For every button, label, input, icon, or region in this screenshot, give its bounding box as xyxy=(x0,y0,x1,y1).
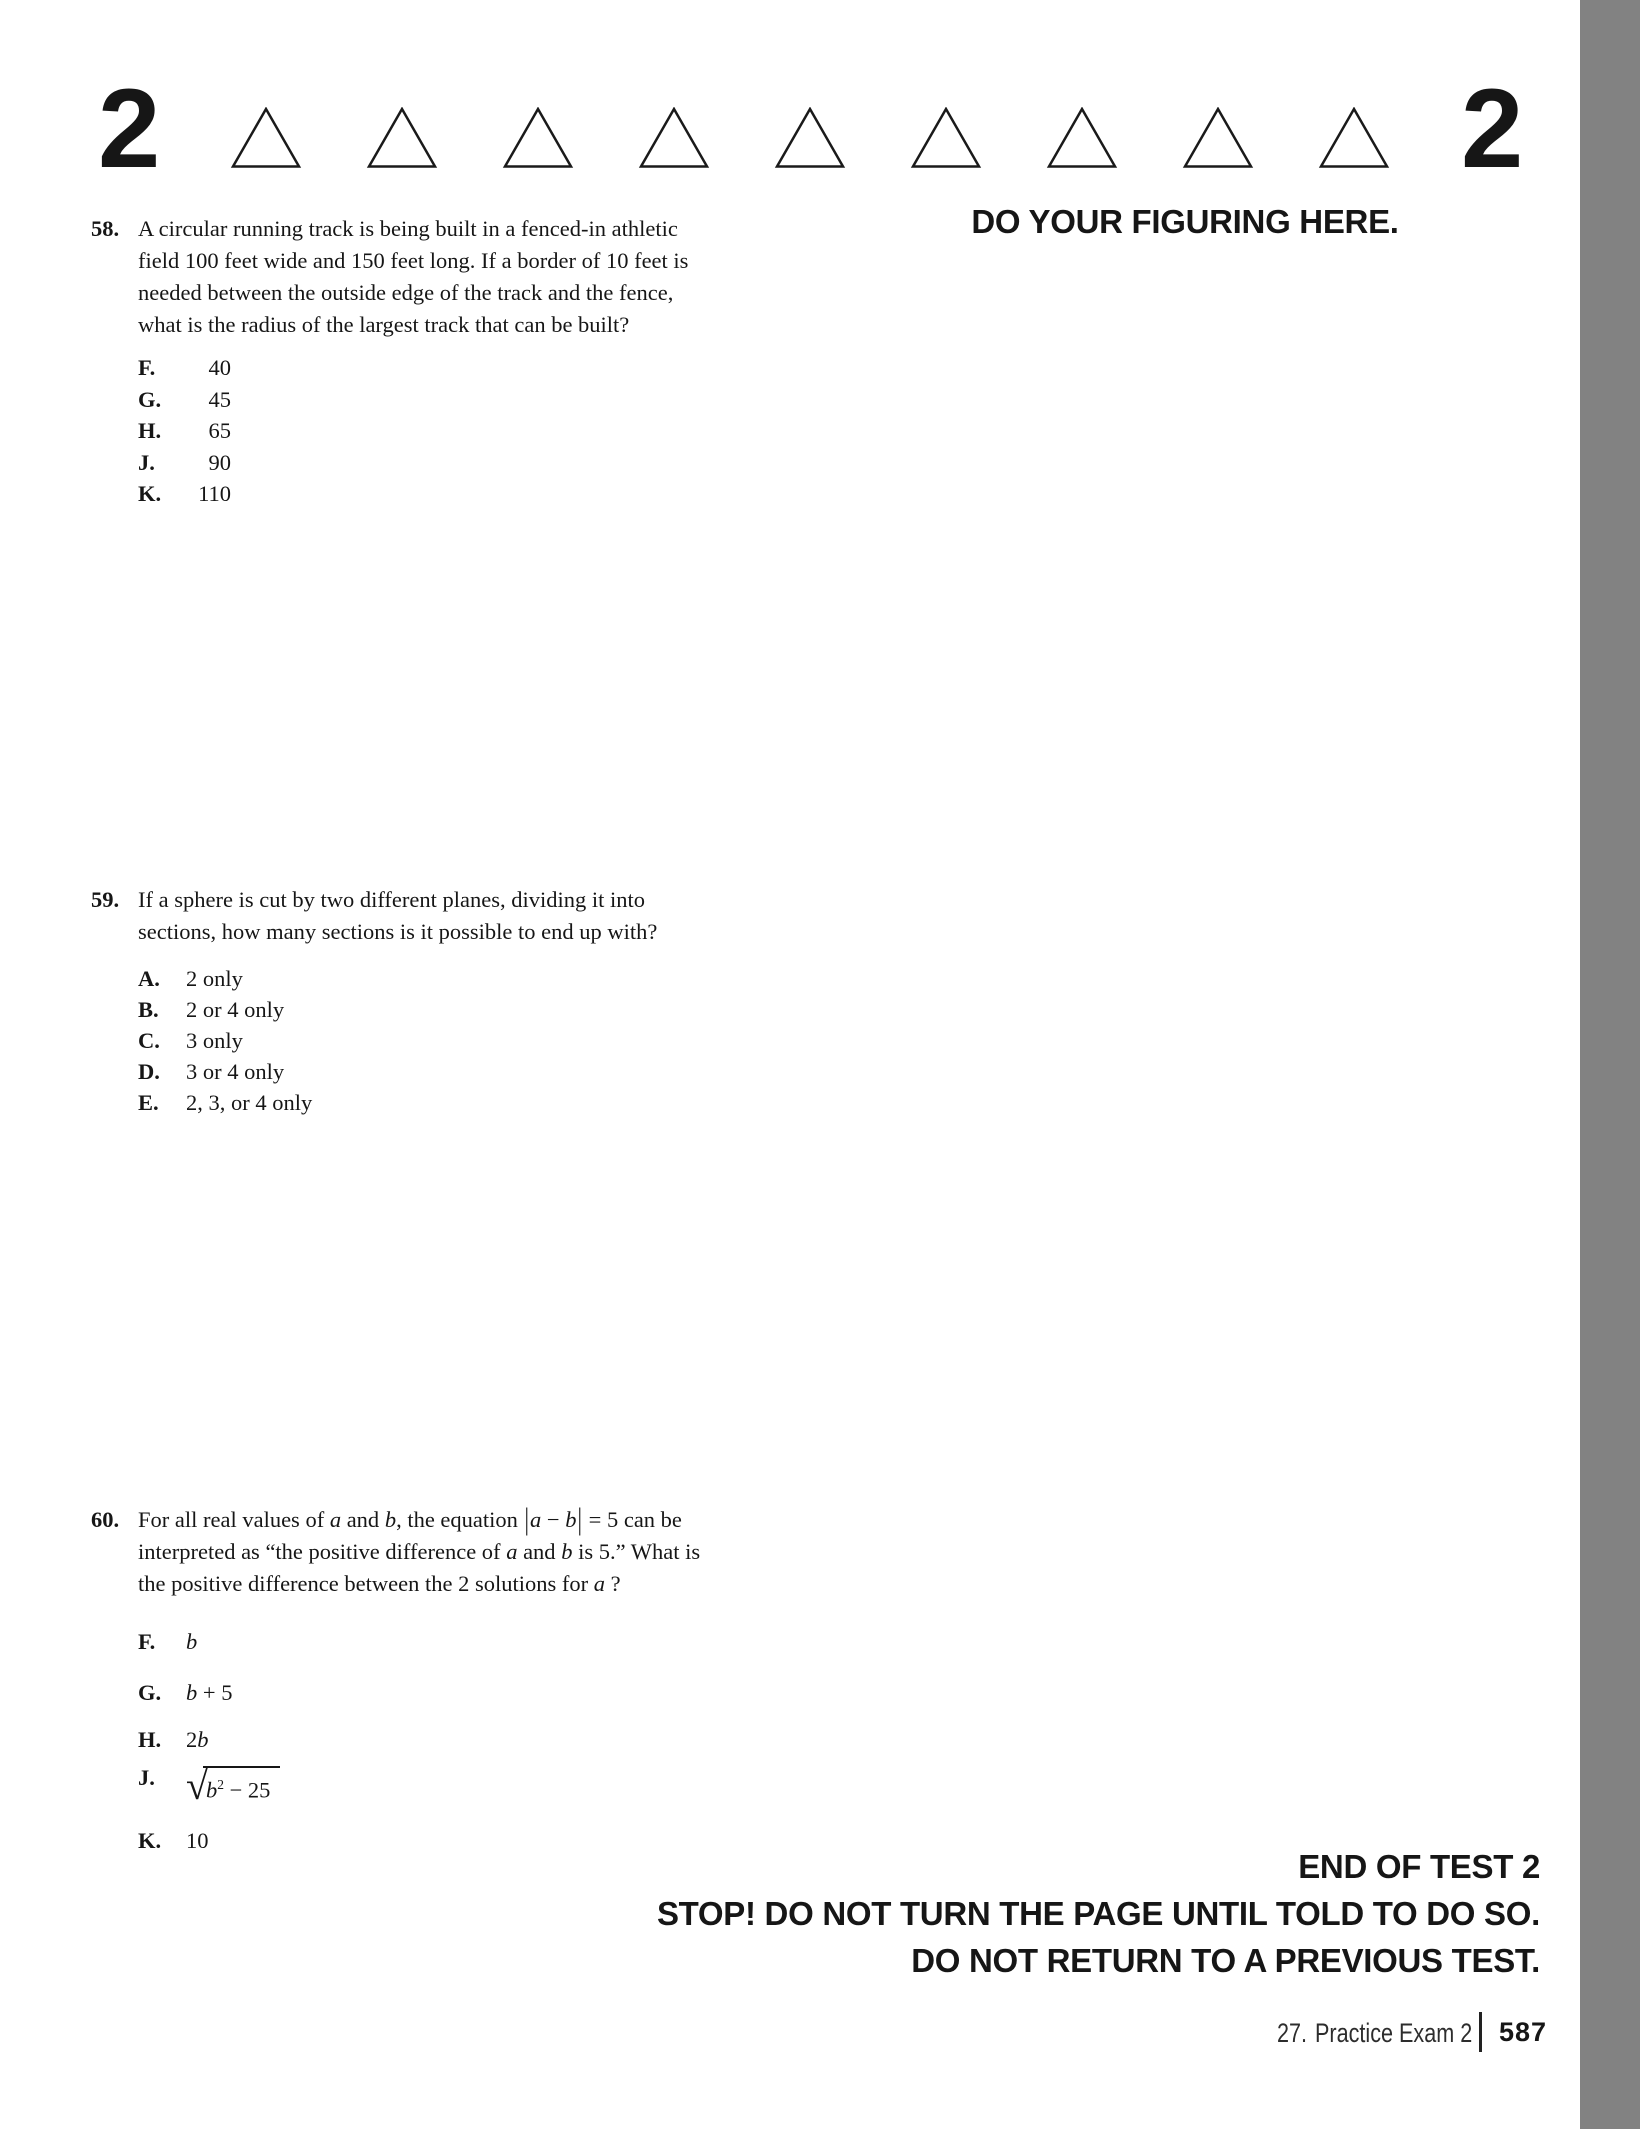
question-number: 59. xyxy=(91,887,120,912)
choice-value: 3 only xyxy=(186,1028,243,1053)
choice-letter: H. xyxy=(138,418,162,443)
choice-letter: H. xyxy=(138,1727,162,1752)
answer-choices xyxy=(138,1627,811,1856)
end-of-test-block xyxy=(657,1843,1540,1984)
answer-choice xyxy=(138,415,811,447)
question-line: If a sphere is cut by two different planes, dividing it into xyxy=(138,887,645,912)
answer-choice xyxy=(138,1087,811,1118)
triangle-row xyxy=(230,106,1390,169)
section-number-right: 2 xyxy=(1461,66,1524,191)
radical-sign: √ xyxy=(186,1763,208,1808)
page-number: 587 xyxy=(1499,2017,1548,2047)
section-number-left: 2 xyxy=(98,66,161,191)
question-text xyxy=(138,1501,811,1856)
question-line: A circular running track is being built in a fenced-in athletic xyxy=(138,216,678,241)
question-line: needed between the outside edge of the track and the fence, xyxy=(138,280,674,305)
answer-choice xyxy=(138,384,811,416)
triangle-icon xyxy=(366,107,438,169)
answer-choices xyxy=(138,963,811,1118)
question-number: 58. xyxy=(91,216,120,241)
choice-value: 2 only xyxy=(186,966,243,991)
answer-choice xyxy=(138,447,811,479)
answer-choices xyxy=(138,352,811,510)
triangle-icon xyxy=(1318,107,1390,169)
choice-letter: E. xyxy=(138,1090,159,1115)
choice-letter: K. xyxy=(138,1828,162,1853)
question-line: the positive difference between the 2 solutions for a ? xyxy=(138,1571,621,1596)
choice-letter: K. xyxy=(138,481,162,506)
choice-letter: C. xyxy=(138,1028,160,1053)
answer-choice xyxy=(138,1725,811,1755)
choice-value: 90 xyxy=(208,449,231,475)
choice-value: 3 or 4 only xyxy=(186,1059,285,1084)
question-60 xyxy=(91,1501,811,1856)
question-line: what is the radius of the largest track that can be built? xyxy=(138,312,630,337)
end-of-test-line: END OF TEST 2 xyxy=(1298,1848,1540,1885)
choice-value: 2 or 4 only xyxy=(186,997,285,1022)
answer-choice xyxy=(138,478,811,510)
answer-choice xyxy=(138,352,811,384)
triangle-icon xyxy=(1182,107,1254,169)
question-58 xyxy=(91,213,811,510)
triangle-icon xyxy=(502,107,574,169)
chapter-title: Practice Exam 2 xyxy=(1315,2018,1473,2048)
triangle-icon xyxy=(1046,107,1118,169)
choice-letter: G. xyxy=(138,1680,162,1705)
choice-value: 110 xyxy=(198,481,231,506)
choice-letter: F. xyxy=(138,355,156,380)
abs-bar: | xyxy=(524,1501,530,1536)
triangle-icon xyxy=(910,107,982,169)
choice-letter: J. xyxy=(138,1765,155,1790)
page-footer xyxy=(0,2012,1640,2062)
square-root-expression: √ $b^2 - 25$ xyxy=(186,1766,280,1806)
choice-value: 40 xyxy=(208,355,231,380)
question-line: interpreted as “the positive difference of a and b is 5.” What is xyxy=(138,1539,701,1564)
choice-value: 10 xyxy=(186,1828,209,1853)
triangle-icon xyxy=(774,107,846,169)
choice-letter: F. xyxy=(138,1629,156,1654)
choice-letter: G. xyxy=(138,386,162,412)
choice-letter: A. xyxy=(138,966,160,991)
answer-choice xyxy=(138,963,811,994)
answer-choice xyxy=(138,1763,811,1813)
choice-value: 2b xyxy=(186,1727,209,1752)
answer-choice xyxy=(138,1627,811,1657)
question-line: field 100 feet wide and 150 feet long. If a border of 10 feet is xyxy=(138,248,689,273)
answer-choice xyxy=(138,994,811,1025)
figuring-header: DO YOUR FIGURING HERE. xyxy=(971,203,1399,240)
choice-letter: B. xyxy=(138,997,159,1022)
question-number: 60. xyxy=(91,1507,120,1532)
abs-bar: | xyxy=(577,1501,583,1536)
choice-value: 45 xyxy=(208,386,231,412)
triangle-icon xyxy=(230,107,302,169)
page-edge-bar xyxy=(1580,0,1640,2129)
question-59 xyxy=(91,884,811,1118)
choice-letter: J. xyxy=(138,449,155,475)
triangle-icon xyxy=(638,107,710,169)
no-return-line: DO NOT RETURN TO A PREVIOUS TEST. xyxy=(911,1942,1540,1979)
answer-choice xyxy=(138,1056,811,1087)
chapter-number: 27. xyxy=(1277,2018,1308,2048)
choice-letter: D. xyxy=(138,1059,160,1084)
question-text xyxy=(138,884,811,1118)
choice-value: 65 xyxy=(208,418,231,443)
footer-divider xyxy=(1479,2012,1482,2052)
choice-value: b xyxy=(186,1629,198,1654)
question-line: sections, how many sections is it possible to end up with? xyxy=(138,919,658,944)
question-line: For all real values of a and b, the equation |a − b| = 5 can be xyxy=(138,1504,811,1536)
choice-value: b + 5 xyxy=(186,1680,233,1705)
choice-value: 2, 3, or 4 only xyxy=(186,1090,313,1115)
stop-line: STOP! DO NOT TURN THE PAGE UNTIL TOLD TO DO SO. xyxy=(656,1895,1540,1932)
answer-choice xyxy=(138,1678,811,1708)
answer-choice xyxy=(138,1025,811,1056)
question-text xyxy=(138,213,811,510)
